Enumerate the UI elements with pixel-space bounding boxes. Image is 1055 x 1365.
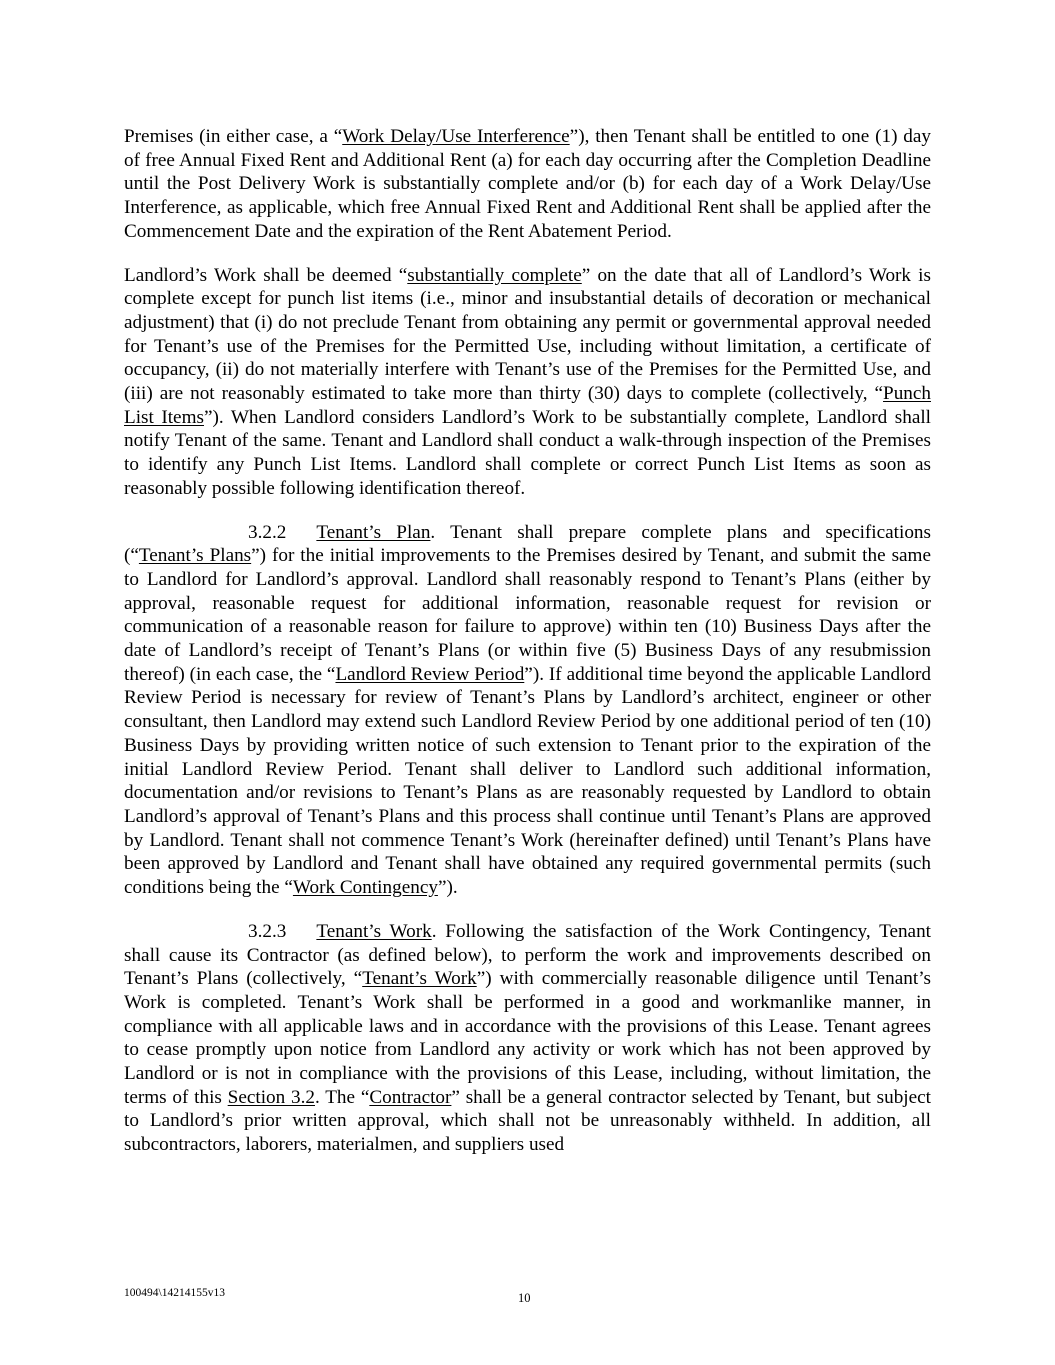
- text-run: Premises (in either case, a “: [124, 126, 343, 147]
- text-run: ”). When Landlord considers Landlord’s Work to be substantially complete, Landlord shall notify Tenant of the same. Tenant and Landlord shall conduct a walk-through inspection of the Premises to identify any Punch List Items. Landlord shall complete or correct Punch List Items as soon as reasonably possible following identification thereof.: [124, 406, 931, 499]
- text-run: ” shall be a general contractor selected by Tenant, but subject to Landlord’s prior written approval, which shall not be unreasonably withheld. In addition, all subcontractors, laborers, materialmen, and suppliers used: [124, 1086, 931, 1156]
- section-3-2-3: [124, 920, 931, 1157]
- section-heading: Tenant’s Work: [316, 920, 432, 942]
- section-reference-3-2: Section 3.2: [227, 1086, 315, 1108]
- paragraph-work-delay: [124, 125, 931, 244]
- text-run: . The “: [314, 1086, 370, 1108]
- defined-term-work-contingency: Work Contingency: [292, 877, 438, 899]
- defined-term-substantially-complete: substantially complete: [407, 264, 582, 286]
- text-run: Landlord’s Work shall be deemed “: [124, 264, 408, 286]
- page-number: 10: [518, 1291, 531, 1305]
- text-run: . Following the satisfaction of the Work Contingency, Tenant shall cause its Contractor (as defined below), to perform the work and improvements described on Tenant’s Plans (collectively, “: [124, 920, 931, 990]
- text-run: ”).: [437, 877, 458, 899]
- section-number: 3.2.3: [248, 920, 287, 942]
- defined-term-tenants-work: Tenant’s Work: [362, 968, 477, 990]
- defined-term-landlord-review-period: Landlord Review Period: [335, 663, 525, 685]
- paragraph-substantially-complete: [124, 264, 931, 501]
- text-run: ”). If additional time beyond the applicable Landlord Review Period is necessary for review of Tenant’s Plans by Landlord’s architect, engineer or other consultant, then Landlord may extend such Landlord Review Period by one additional period of ten (10) Business Days by providing written notice of such extension to Tenant prior to the expiration of the initial Landlord Review Period. Tenant shall deliver to Landlord such additional information, documentation and/or revisions to Tenant’s Plans as are reasonably requested by Landlord to obtain Landlord’s approval of Tenant’s Plans and this process shall continue until Tenant’s Plans are approved by Landlord. Tenant shall not commence Tenant’s Work (hereinafter defined) until Tenant’s Plans have been approved by Landlord and Tenant shall have obtained any required governmental permits (such conditions being the “: [124, 663, 931, 899]
- text-run: ”) for the initial improvements to the Premises desired by Tenant, and submit the same to Landlord for Landlord’s approval. Landlord shall reasonably respond to Tenant’s Plans (either by approval, reasonable request for additional information, reasonable request for revision or communication of a reasonable reason for failure to approve) within ten (10) Business Days after the date of Landlord’s receipt of Tenant’s Plans (or within five (5) Business Days of any resubmission thereof) (in each case, the “: [124, 545, 931, 685]
- defined-term-tenants-plans: Tenant’s Plans: [138, 545, 252, 567]
- text-run: . Tenant shall prepare complete plans and specifications (“: [124, 521, 931, 567]
- text-run: ”), then Tenant shall be entitled to one (1) day of free Annual Fixed Rent and Additional Rent (a) for each day occurring after the Completion Deadline until the Post Delivery Work is substantially complete and/or (b) for each day of a Work Delay/Use Interference, as applicable, which free Annual Fixed Rent and Additional Rent shall be applied after the Commencement Date and the expiration of the Rent Abatement Period.: [124, 126, 931, 242]
- page-body: [124, 125, 931, 1177]
- defined-term-work-delay-use-interference: Work Delay/Use Interference: [342, 126, 570, 147]
- section-number: 3.2.2: [248, 521, 287, 543]
- document-id-footer: 100494\14214155v13: [124, 1287, 225, 1299]
- text-run: ”) with commercially reasonable diligence until Tenant’s Work is completed. Tenant’s Work shall be performed in a good and workmanlike manner, in compliance with all applicable laws and in accordance with the provisions of this Lease. Tenant agrees to cease promptly upon notice from Landlord any activity or work which has not been approved by Landlord or is not in compliance with the provisions of this Lease, including, without limitation, the terms of this: [124, 968, 932, 1108]
- section-heading: Tenant’s Plan: [316, 521, 431, 543]
- text-run: ” on the date that all of Landlord’s Work is complete except for punch list items (i.e., minor and insubstantial details of decoration or mechanical adjustment) that (i) do not preclude Tenant from obtaining any permit or governmental approval needed for Tenant’s use of the Premises for the Permitted Use, including without limitation, a certificate of occupancy, (ii) do not materially interfere with Tenant’s use of the Premises for the Permitted Use, and (iii) are not reasonably estimated to take more than thirty (30) days to complete (collectively, “: [124, 264, 931, 405]
- defined-term-punch-list-items: Punch List Items: [124, 383, 931, 428]
- defined-term-contractor: Contractor: [369, 1086, 452, 1108]
- section-3-2-2: [124, 521, 931, 900]
